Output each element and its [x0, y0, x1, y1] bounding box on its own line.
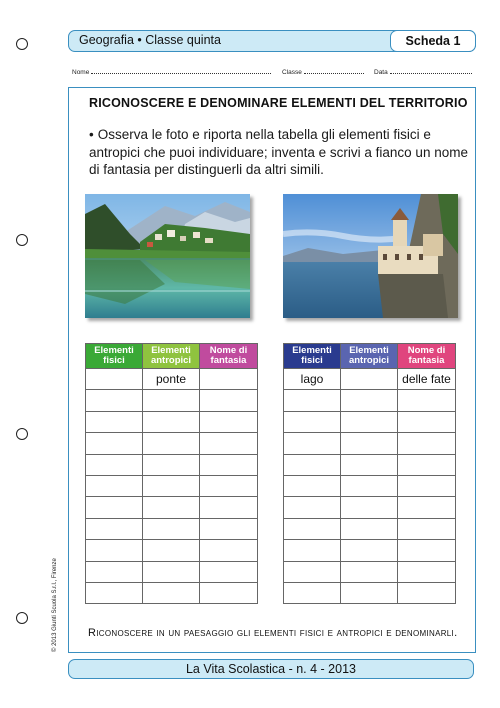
table-row — [86, 561, 258, 582]
table-cell[interactable] — [200, 433, 258, 454]
table-row — [284, 411, 456, 432]
date-field[interactable] — [374, 67, 472, 76]
table-cell[interactable] — [398, 390, 456, 411]
table-cell[interactable] — [143, 433, 200, 454]
sheet-label: Scheda 1 — [390, 30, 476, 52]
name-field[interactable] — [72, 67, 271, 76]
table-cell[interactable] — [284, 411, 341, 432]
table-cell[interactable] — [341, 411, 398, 432]
table-cell[interactable] — [284, 454, 341, 475]
table-cell[interactable] — [86, 390, 143, 411]
table-cell[interactable] — [284, 475, 341, 496]
table-cell[interactable] — [341, 475, 398, 496]
table-cell[interactable] — [86, 561, 143, 582]
table-row — [86, 369, 258, 390]
date-label: Data — [374, 69, 388, 76]
table-row — [284, 561, 456, 582]
instruction-text — [89, 126, 469, 179]
table-cell[interactable] — [86, 540, 143, 561]
table-cell[interactable] — [143, 390, 200, 411]
table-cell[interactable] — [86, 518, 143, 539]
table-row — [86, 390, 258, 411]
binder-hole-1 — [16, 38, 28, 50]
table-cell[interactable] — [341, 540, 398, 561]
table-cell[interactable] — [200, 390, 258, 411]
table-cell[interactable] — [86, 475, 143, 496]
header-nome-di-fantasia: Nome di fantasia — [398, 344, 456, 369]
table-row — [86, 411, 258, 432]
table-row — [86, 454, 258, 475]
table-row — [284, 475, 456, 496]
table-cell[interactable] — [143, 561, 200, 582]
table-row — [284, 497, 456, 518]
elements-table-2 — [283, 343, 456, 604]
class-label: Classe — [282, 69, 302, 76]
name-label: Nome — [72, 69, 90, 76]
table-body — [86, 369, 258, 604]
table-row — [284, 369, 456, 390]
table-row — [284, 582, 456, 603]
table-row — [284, 540, 456, 561]
elements-table-1 — [85, 343, 258, 604]
table-cell[interactable] — [341, 433, 398, 454]
table-cell[interactable] — [398, 582, 456, 603]
binder-hole-3 — [16, 428, 28, 440]
table-cell[interactable] — [86, 433, 143, 454]
table-cell[interactable] — [284, 561, 341, 582]
header-elementi-antropici: Elementi antropici — [143, 344, 200, 369]
table-cell[interactable] — [86, 497, 143, 518]
table-cell[interactable] — [284, 497, 341, 518]
table-cell[interactable] — [200, 540, 258, 561]
table-cell[interactable] — [86, 411, 143, 432]
table-cell[interactable] — [398, 497, 456, 518]
table-cell[interactable] — [398, 433, 456, 454]
copyright-notice: © 2013 Giunti Scuola S.r.l., Firenze — [52, 558, 58, 652]
table-cell[interactable] — [341, 561, 398, 582]
table-cell[interactable] — [200, 518, 258, 539]
table-row — [284, 390, 456, 411]
binder-hole-2 — [16, 234, 28, 246]
table-cell[interactable] — [86, 582, 143, 603]
table-cell[interactable] — [398, 475, 456, 496]
table-cell[interactable] — [200, 369, 258, 390]
footer-banner: La Vita Scolastica - n. 4 - 2013 — [68, 659, 474, 679]
table-cell[interactable] — [143, 497, 200, 518]
table-cell[interactable] — [200, 497, 258, 518]
table-cell[interactable] — [200, 411, 258, 432]
table-cell[interactable] — [143, 454, 200, 475]
table-cell[interactable] — [341, 390, 398, 411]
subject-label: Geografia • Classe quinta — [79, 33, 221, 47]
table-cell[interactable] — [398, 454, 456, 475]
table-cell[interactable] — [398, 518, 456, 539]
table-row — [86, 518, 258, 539]
table-cell[interactable] — [143, 411, 200, 432]
table-row — [284, 433, 456, 454]
table-cell[interactable] — [200, 475, 258, 496]
table-cell[interactable] — [341, 497, 398, 518]
table-cell[interactable] — [143, 540, 200, 561]
table-cell[interactable] — [143, 475, 200, 496]
table-cell[interactable] — [398, 561, 456, 582]
lake-monastery-photo — [283, 194, 458, 318]
lake-village-photo — [85, 194, 250, 318]
table-cell[interactable] — [143, 582, 200, 603]
table-cell[interactable] — [200, 582, 258, 603]
table-cell[interactable] — [86, 454, 143, 475]
table-row — [86, 582, 258, 603]
header-banner — [68, 30, 476, 52]
table-row — [86, 475, 258, 496]
table-cell[interactable] — [341, 454, 398, 475]
header-elementi-antropici: Elementi antropici — [341, 344, 398, 369]
table-cell[interactable] — [341, 518, 398, 539]
class-field[interactable] — [282, 67, 364, 76]
table-row — [284, 454, 456, 475]
table-cell[interactable] — [86, 369, 143, 390]
table-cell[interactable] — [341, 369, 398, 390]
table-cell[interactable]: ponte — [143, 369, 200, 390]
table-cell[interactable] — [341, 582, 398, 603]
table-row — [86, 540, 258, 561]
table-cell[interactable] — [200, 561, 258, 582]
table-row — [284, 518, 456, 539]
table-cell[interactable]: delle fate — [398, 369, 456, 390]
objective-note: Riconoscere in un paesaggio gli elementi fisici e antropici e denominarli. — [88, 627, 458, 639]
table-cell[interactable] — [284, 540, 341, 561]
table-cell[interactable] — [284, 518, 341, 539]
header-elementi-fisici: Elementi fisici — [86, 344, 143, 369]
table-cell[interactable] — [284, 390, 341, 411]
table-cell[interactable] — [284, 433, 341, 454]
table-row — [86, 433, 258, 454]
table-body — [284, 369, 456, 604]
table-row — [86, 497, 258, 518]
bullet-icon: • — [89, 127, 94, 142]
table-cell[interactable] — [284, 582, 341, 603]
header-elementi-fisici: Elementi fisici — [284, 344, 341, 369]
binder-hole-4 — [16, 612, 28, 624]
table-cell[interactable] — [200, 454, 258, 475]
table-cell[interactable] — [398, 411, 456, 432]
instruction-body: Osserva le foto e riporta nella tabella gli elementi fisici e antropici che puoi individuare; inventa e scrivi a fianco un nome di fantasia per distinguerli da altri simili. — [89, 127, 468, 177]
header-nome-di-fantasia: Nome di fantasia — [200, 344, 258, 369]
table-cell[interactable] — [398, 540, 456, 561]
table-cell[interactable]: lago — [284, 369, 341, 390]
table-cell[interactable] — [143, 518, 200, 539]
worksheet-title: RICONOSCERE E DENOMINARE ELEMENTI DEL TERRITORIO — [89, 96, 468, 110]
